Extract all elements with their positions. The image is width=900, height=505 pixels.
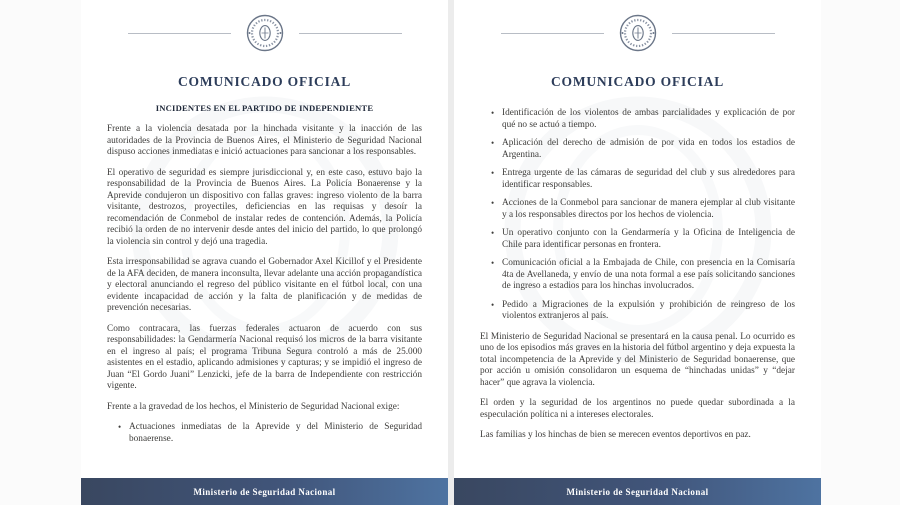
page-title: COMUNICADO OFICIAL (550, 74, 725, 89)
footer-label: Ministerio de Seguridad Nacional (193, 486, 336, 497)
list-item: • Aplicación del derecho de admisión de por vida en todos los estadios de Argentina. (502, 138, 795, 161)
document-body (81, 124, 448, 445)
paragraph: El Ministerio de Seguridad Nacional se presentará en la causa penal. Lo ocurrido es uno de los episodios más graves en la historia del fútbol argentino y deja expuesta la total incompetencia de la Aprevide y del Ministerio de Seguridad bonaerense, que por acción u omisión consolidaron un esquema de “hinchadas unidas” y “dejar hacer” que agrava la violencia. (480, 331, 795, 388)
list-item: • Acciones de la Conmebol para sancionar de manera ejemplar al club visitante y a los responsables directos por los hechos de violencia. (502, 198, 795, 221)
page-left (81, 0, 448, 505)
paragraph: Esta irresponsabilidad se agrava cuando el Gobernador Axel Kicillof y el Presidente de la AFA deciden, de manera inconsulta, llevar adelante una acción propagandística y electoral anunciando el regreso del público visitante en el fútbol local, con una evidente incapacidad de acción y la falta de planificación y de medidas de prevención necesarias. (107, 257, 422, 314)
list-item: • Pedido a Migraciones de la expulsión y prohibición de reingreso de los violentos extranjeros al país. (502, 300, 795, 323)
ministry-seal-icon (245, 13, 285, 53)
demands-list (107, 422, 422, 445)
list-item: • Entrega urgente de las cámaras de seguridad del club y sus alrededores para identificar responsables. (502, 168, 795, 191)
ministry-seal-icon (618, 13, 658, 53)
document-subtitle: INCIDENTES EN EL PARTIDO DE INDEPENDIENTE (155, 103, 374, 113)
header-rule-left (501, 33, 604, 34)
list-item: • Un operativo conjunto con la Gendarmería y la Oficina de Inteligencia de Chile para identificar personas en frontera. (502, 228, 795, 251)
document-body (454, 108, 821, 442)
list-item: • Identificación de los violentos de ambas parcialidades y explicación de por qué no se actuó a tiempo. (502, 108, 795, 131)
list-item: • Actuaciones inmediatas de la Aprevide y del Ministerio de Seguridad bonaerense. (129, 422, 422, 445)
paragraph: Frente a la gravedad de los hechos, el Ministerio de Seguridad Nacional exige: (107, 401, 400, 412)
paragraph: Como contracara, las fuerzas federales actuaron de acuerdo con sus responsabilidades: la Gendarmería Nacional requisó los micros de la barra visitante en el ingreso al país; el programa Tribuna Segura controló a más de 25.000 asistentes en el estadio, aplicando admisiones y capturas; y se impidió el ingreso de Juan “El Gordo Juani” Lenzicki, jefe de la barra de Independiente con restricción vigente. (107, 323, 422, 392)
demands-list (480, 108, 795, 323)
header-seal-row (454, 0, 821, 54)
header-rule-right (672, 33, 775, 34)
footer-bar (81, 478, 448, 505)
paragraph: Las familias y los hinchas de bien se merecen eventos deportivos en paz. (480, 430, 751, 441)
paragraph: El orden y la seguridad de los argentinos no puede quedar subordinada a la especulación política ni a intereses electorales. (480, 398, 795, 420)
header-rule-left (128, 33, 231, 34)
footer-bar (454, 478, 821, 505)
page-right (454, 0, 821, 505)
footer-label: Ministerio de Seguridad Nacional (566, 486, 709, 497)
paragraph: El operativo de seguridad es siempre jurisdiccional y, en este caso, estuvo bajo la responsabilidad de la Provincia de Buenos Aires. La Policía Bonaerense y la Aprevide condujeron un dispositivo con fallas graves: ingreso violento de la barra visitante, destrozos, proyectiles, deficiencias en las requisas y desoír la recomendación de Conmebol de instalar redes de contención. Además, la Policía recibió la orden de no intervenir desde antes del inicio del partido, lo que prolongó la violencia sin control y dejó una tragedia. (107, 167, 422, 247)
list-item: • Comunicación oficial a la Embajada de Chile, con presencia en la Comisaría 4ta de Avellaneda, y envío de una nota formal a ese país solicitando sanciones de ingreso a estadios para los hinchas involucrados. (502, 258, 795, 293)
paragraph: Frente a la violencia desatada por la hinchada visitante y la inacción de las autoridades de la Provincia de Buenos Aires, el Ministerio de Seguridad Nacional dispuso acciones inmediatas e inició actuaciones para sancionar a los responsables. (107, 124, 422, 158)
page-title: COMUNICADO OFICIAL (177, 74, 352, 89)
header-rule-right (299, 33, 402, 34)
header-seal-row (81, 0, 448, 54)
